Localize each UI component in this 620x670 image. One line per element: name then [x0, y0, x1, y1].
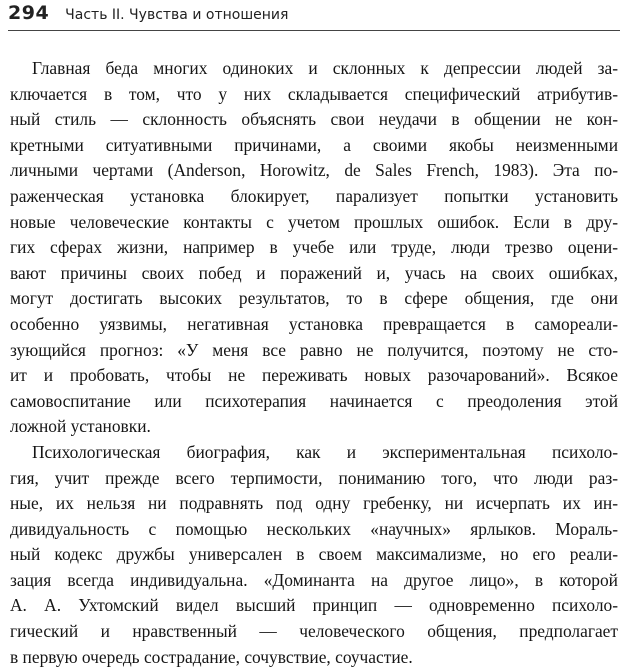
text-line: могут достигать высоких результатов, то в сфере общения, где они [10, 288, 618, 309]
text-line: А. А. Ухтомский видел высший принцип — одновременно психоло- [10, 595, 618, 616]
page-number: 294 [8, 2, 50, 24]
running-head [8, 2, 288, 28]
text-line: новые человеческие контакты с учетом прошлых ошибок. Если в дру- [10, 211, 618, 232]
text-line: ный кодекс дружбы универсален в своем максимализме, но его реали- [10, 544, 618, 565]
text-line: дивидуальность с помощью нескольких «научных» ярлыков. Мораль- [10, 518, 618, 539]
text-line: особенно уязвимы, негативная установка превращается в самореали- [10, 313, 618, 334]
text-line: кретными ситуативными причинами, а своими якобы неизменными [10, 134, 618, 155]
text-line: гих сферах жизни, например в учебе или труде, люди трезво оцени- [10, 237, 618, 258]
text-line: зация всегда индивидуальна. «Доминанта на другое лицо», в которой [10, 569, 618, 590]
text-line: ный стиль — склонность объяснять свои неудачи в общении не кон- [10, 109, 618, 130]
paragraph [10, 440, 618, 670]
text-line: Психологическая биография, как и экспериментальная психоло- [32, 441, 618, 462]
body-text [10, 56, 618, 670]
text-line: Главная беда многих одиноких и склонных к депрессии людей за- [32, 58, 618, 78]
text-line: самовоспитание или психотерапия начинается с преодоления этой [10, 390, 618, 411]
text-line: раженческая установка блокирует, парализует попытки установить [10, 185, 618, 206]
text-line: в первую очередь сострадание, сочувствие, соучастие. [10, 646, 413, 667]
header-divider [8, 30, 620, 31]
text-line: ключается в том, что у них складывается специфический атрибутив- [10, 83, 618, 104]
paragraph [10, 56, 618, 440]
text-line: ложной установки. [10, 416, 151, 437]
text-line: личными чертами (Anderson, Horowitz, de Sales French, 1983). Эта по- [10, 160, 618, 181]
text-line: ит и пробовать, чтобы не переживать новых разочарований». Всякое [10, 365, 618, 386]
section-title: Часть II. Чувства и отношения [65, 7, 289, 23]
text-line: гический и нравственный — человеческого общения, предполагает [10, 621, 618, 642]
text-line: зующийся прогноз: «У меня все равно не получится, поэтому не сто- [10, 339, 618, 360]
text-line: ные, их нельзя ни подравнять под одну гребенку, ни исчерпать их ин- [10, 493, 618, 514]
text-line: гия, учит прежде всего терпимости, пониманию того, что люди раз- [10, 467, 618, 488]
text-line: вают причины своих побед и поражений и, учась на своих ошибках, [10, 262, 618, 283]
